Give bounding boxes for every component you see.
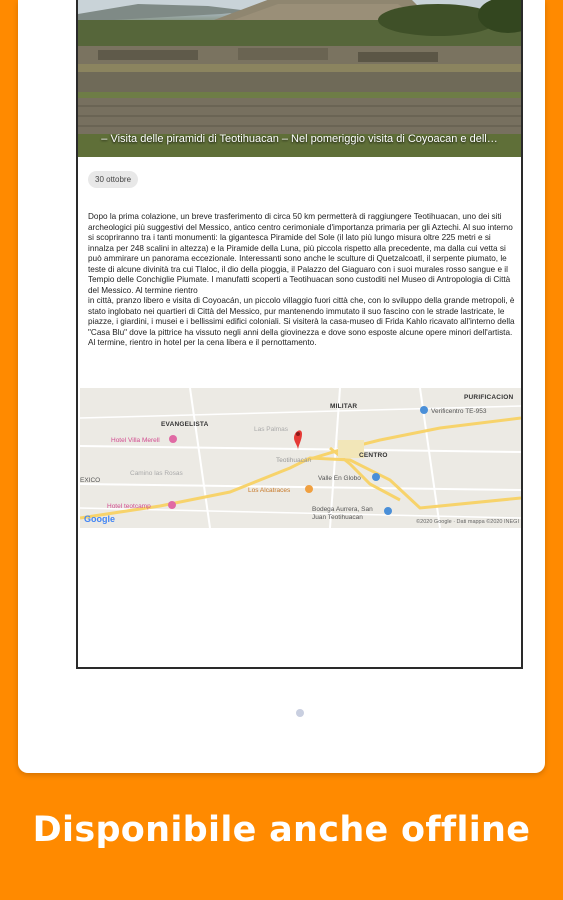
map-label-camino-las-rosas: Camino las Rosas (130, 470, 183, 477)
map-label-exico: EXICO (80, 477, 101, 484)
map-label-los-alcatraces: Los Alcatraces (248, 487, 291, 494)
shop-pin-icon[interactable] (384, 507, 392, 515)
map-label-hotel-teotcamp: Hotel teotcamp (107, 503, 151, 510)
map-attribution: ©2020 Google · Dati mappa ©2020 INEGI (416, 519, 519, 525)
hero-caption: – Visita delle piramidi di Teotihuacan – Nel pomeriggio visita di Coyoacan e dell… (101, 133, 498, 145)
map-label-verificentro: Verificentro TE-953 (431, 408, 487, 415)
hotel-pin-icon[interactable] (168, 501, 176, 509)
restaurant-pin-icon[interactable] (305, 485, 313, 493)
description-paragraph: Dopo la prima colazione, un breve trasferimento di circa 50 km permetterà di raggiungere Teotihuacan, uno dei siti archeologici più suggestivi del Messico, antico centro cerimoniale d'importanza primaria per gli Aztechi. Al suo interno si scopriranno tra i tanti monumenti: la gigantesca Piramide del Sole (il lato più lungo misura oltre 225 metri e si innalza per 248 scalini in altezza) e la Piramide della Luna, più piccola rispetto alla precedente, ma dalla cui vetta si può ammirare un panorama eccezionale. Interessanti sono anche le sculture di Quetzalcoatl, il serpente piumato, le teste di alcune divinità tra cui Tlaloc, il dio della pioggia, il Palazzo del Giaguaro con i suoi murales rosso sangue e il Tempio delle Conchiglie Piumate. I manufatti scoperti a Teotihuacan sono custoditi nel Museo di Antropologia di Città del Messico. Al termine rientro (88, 212, 513, 295)
place-pin-icon[interactable] (420, 406, 428, 414)
map-label-hotel-villa-merell: Hotel Villa Merell (111, 437, 160, 444)
itinerary-description (88, 212, 516, 349)
hero-image (78, 0, 521, 157)
map-label-bodega-aurrera: Bodega Aurrera, San Juan Teotihuacan (312, 506, 373, 521)
map-label-militar: MILITAR (330, 403, 358, 410)
place-pin-icon[interactable] (372, 473, 380, 481)
description-paragraph: in città, pranzo libero e visita di Coyoacán, un piccolo villaggio fuori città che, con lo sviluppo della grande metropoli, è stato inglobato nei quartieri di Città del Messico, pur mantenendo immutato il suo fascino con le strade lastricate, le piazze, i giardini, i musei e i bellissimi edifici coloniali. Si visiterà la casa-museo di Frida Kahlo ricavato all'interno della "Casa Blu" dove la pittrice ha vissuto negli anni della giovinezza e dove sono esposte alcune opere minori dell'artista. Al termine, rientro in hotel per la cena libera e il pernottamento. (88, 296, 515, 347)
map-label-las-palmas: Las Palmas (254, 426, 288, 433)
device-card (18, 0, 545, 773)
map-label-teotihuacan: Teotihuacán (276, 457, 312, 464)
google-logo: Google (84, 514, 115, 524)
location-map[interactable] (80, 388, 521, 528)
map-label-purificacion: PURIFICACION (464, 394, 514, 401)
map-marker-icon[interactable] (294, 430, 302, 450)
map-label-evangelista: EVANGELISTA (161, 421, 209, 428)
app-screen (76, 0, 523, 669)
map-label-centro: CENTRO (359, 452, 388, 459)
promo-tagline: Disponibile anche offline (32, 810, 531, 850)
date-chip: 30 ottobre (88, 171, 138, 188)
page-indicator-dot[interactable] (296, 709, 304, 717)
hotel-pin-icon[interactable] (169, 435, 177, 443)
map-label-valle-en-globo: Valle En Globo (318, 475, 361, 482)
